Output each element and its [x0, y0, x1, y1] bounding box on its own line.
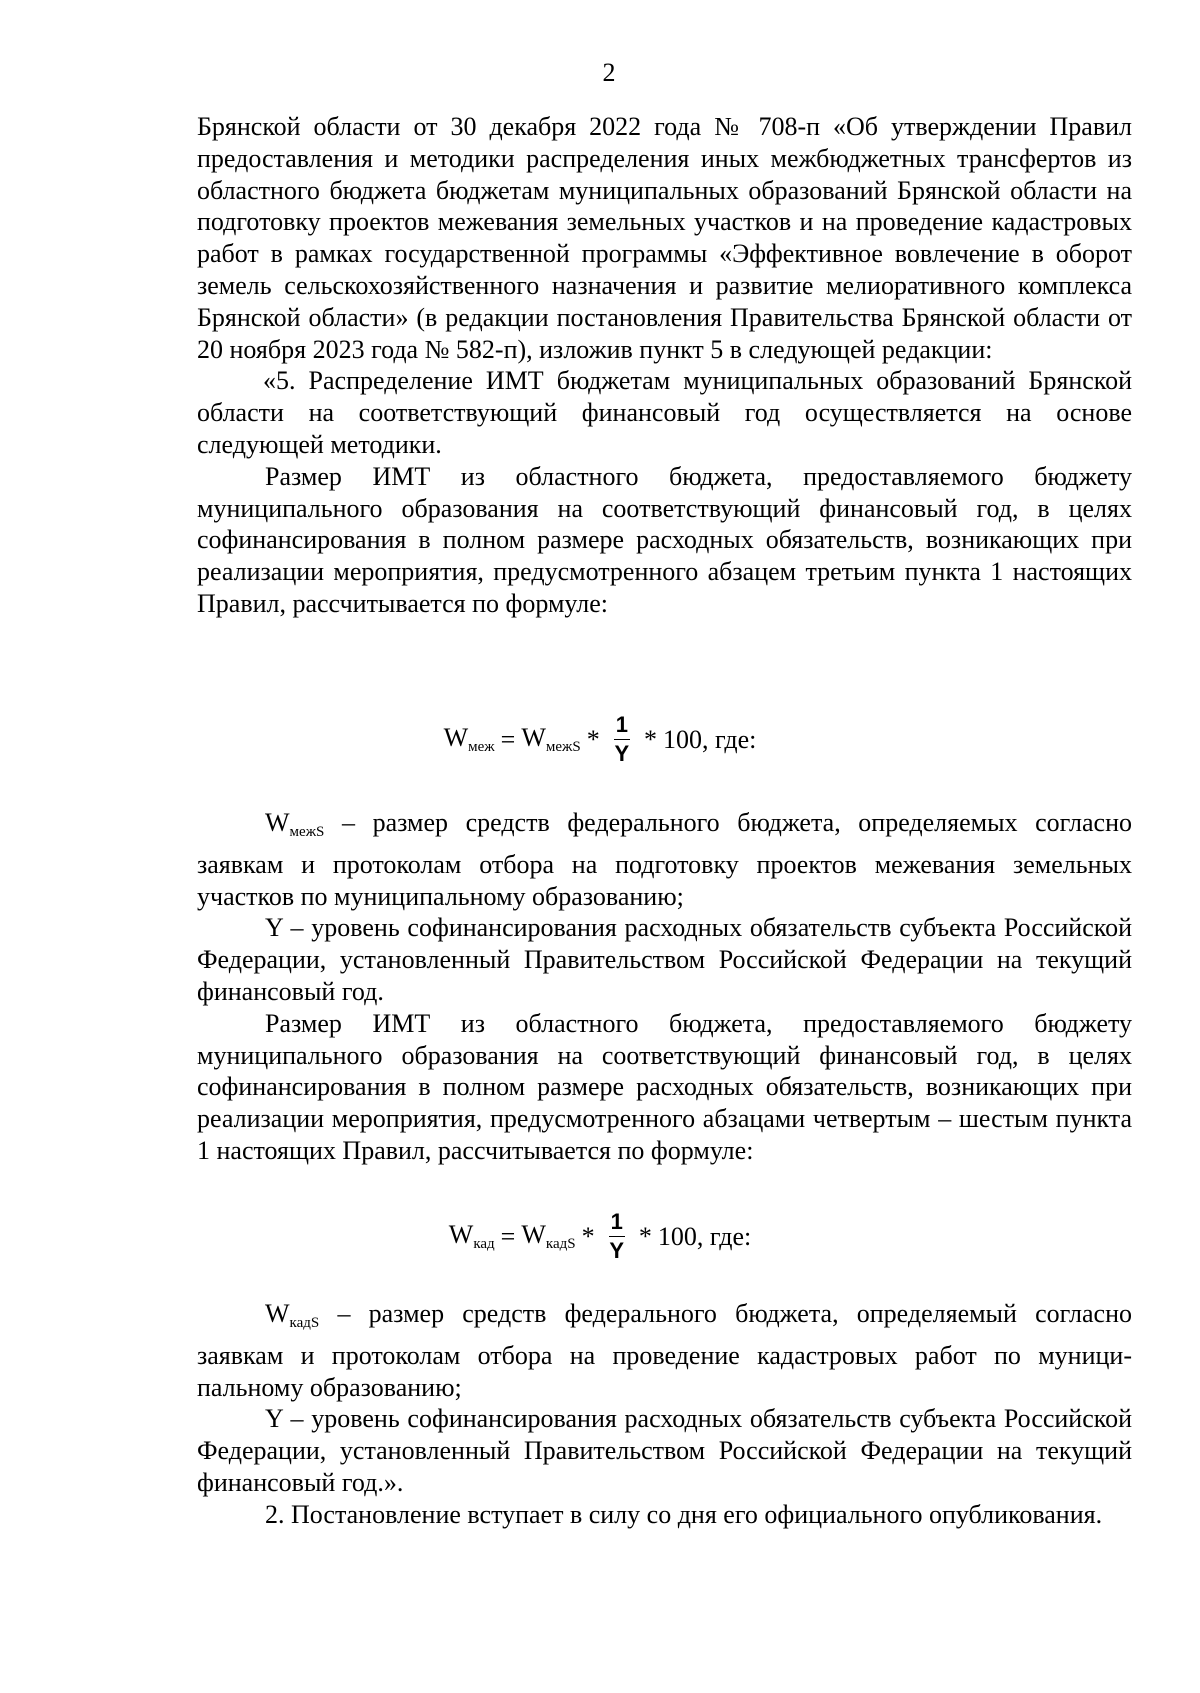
size-paragraph-2: Размер ИМТ из областного бюджета, предоставляемого бюджету муниципального образования на соответствующий финансовый год, в целях софинансирования в полном размере расходных обязательств, возникающих при реализации мероприятия, предусмотренного абзацами четвертым – шестым пункта 1 настоящих Правил, рассчитывается по формуле:: [197, 1008, 1132, 1165]
formula-1: [0, 713, 1200, 766]
text-block-2: [197, 807, 1132, 1167]
formula-1-fraction: [614, 713, 630, 766]
formula-1-lhs: $W_{меж}$: [443, 723, 495, 755]
definition-y-2: Y – уровень софинансирования расходных обязательств субъекта Российской Федерации, установленный Правительством Российской Федерации на текущий финансовый год.».: [197, 1404, 1132, 1497]
size-paragraph-1: Размер ИМТ из областного бюджета, предоставляемого бюджету муниципального образования на соответствующий финансовый год, в целях софинансирования в полном размере расходных обязательств, возникающих при реализации мероприятия, предусмотренного абзацем третьим пункта 1 настоящих Правил, рассчитывается по формуле:: [197, 461, 1132, 618]
formula-1-denominator: Y: [614, 741, 630, 766]
formula-2-numerator: 1: [609, 1210, 625, 1237]
point5-paragraph: «5. Распределение ИМТ бюджетам муниципальных образований Брянской области на соответствующий финансовый год осуществляется на основе следующей методики.: [197, 366, 1132, 459]
text-block-3: [197, 1298, 1132, 1531]
formula-2-lhs: $W_{кад}$: [448, 1220, 495, 1252]
formula-2-mult-1: *: [581, 1221, 595, 1251]
definition-y-1: Y – уровень софинансирования расходных обязательств субъекта Российской Федерации, установленный Правительством Российской Федерации на текущий финансовый год.: [197, 913, 1132, 1006]
definition-symbol: WкадS: [265, 1299, 320, 1331]
formula-2: [0, 1210, 1200, 1263]
definition-symbol: WмежS: [265, 808, 325, 840]
clause-2: 2. Постановление вступает в силу со дня его официального опубликования.: [265, 1499, 1103, 1529]
formula-2-fraction: [609, 1210, 625, 1263]
formula-1-rhs: $W_{межS}$: [521, 723, 581, 755]
definition-w-kad-s: WкадS – размер средств федерального бюджета, определяемый согласно заявкам и протоколам отбора на проведение кадастровых работ по муниципальному образованию;: [197, 1299, 1132, 1402]
formula-1-numerator: 1: [614, 713, 630, 740]
formula-2-tail: 100, где:: [657, 1221, 752, 1251]
text-block-1: [197, 111, 1132, 620]
formula-1-mult-2: *: [644, 724, 657, 754]
formula-1-tail: 100, где:: [663, 724, 757, 754]
formula-2-equals: =: [500, 1221, 516, 1251]
formula-1-mult-1: *: [586, 724, 600, 754]
formula-1-equals: =: [500, 724, 516, 754]
formula-2-mult-2: *: [638, 1221, 652, 1251]
definition-w-mezh-s: WмежS – размер средств федерального бюджета, определяемых согласно заявкам и протоколам отбора на подготовку проектов межевания земельных участков по муниципальному образованию;: [197, 808, 1132, 911]
formula-2-rhs: $W_{кадS}$: [521, 1220, 576, 1252]
page-number: 2: [602, 58, 616, 87]
formula-2-denominator: Y: [609, 1238, 625, 1263]
intro-paragraph: Брянской области от 30 декабря 2022 года № 708-п «Об утверждении Правил предоставления и методики распределения иных межбюджетных трансфертов из областного бюджета бюджетам муниципальных образований Брянской области на подготовку проектов межевания земельных участков и на проведение кадастровых работ в рамках государственной программы «Эффективное вовлечение в оборот земель сельскохозяйственного назначения и развитие мелиоративного комплекса Брянской области» (в редакции постановления Правительства Брянской области от 20 ноября 2023 года № 582-п), изложив пункт 5 в следующей редакции:: [197, 112, 1132, 364]
